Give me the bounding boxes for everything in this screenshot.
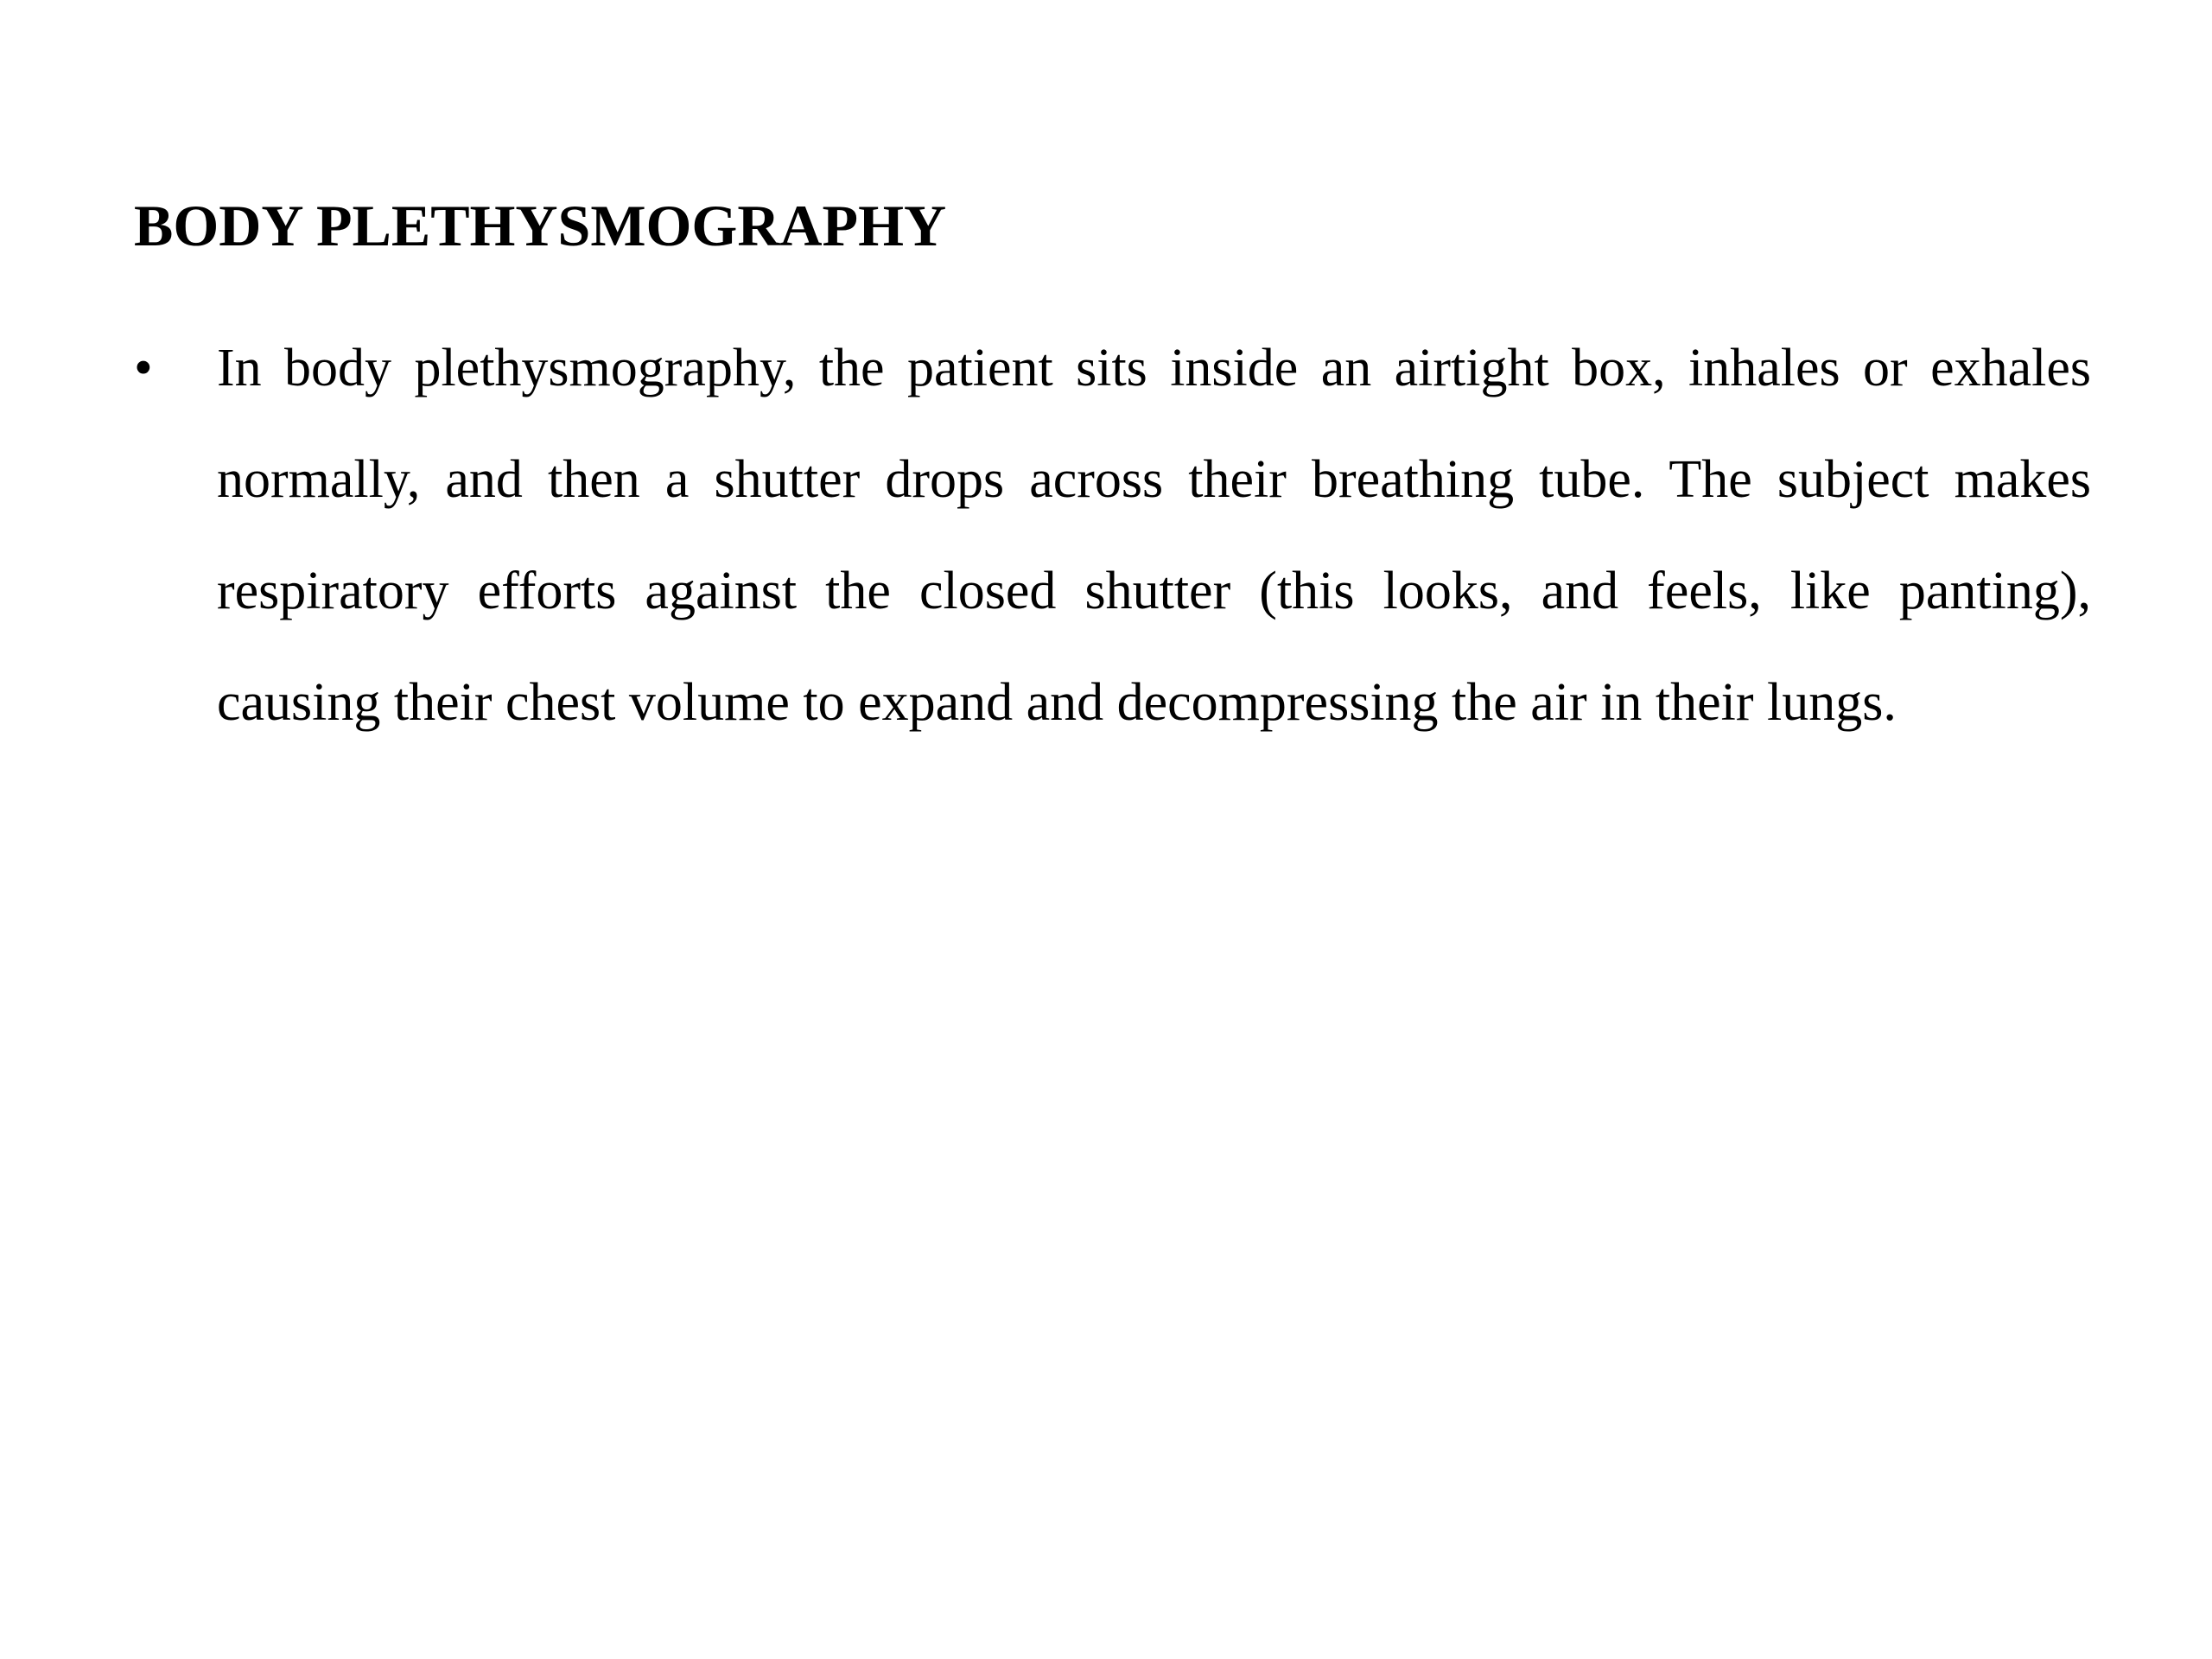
bullet-text: In body plethysmography, the patient sits inside an airtight box, inhales or exhales normally, and then a shutter drops across their breathing tube. The subject makes respiratory efforts against the closed shutter (this looks, and feels, like panting), causing their chest volume to expand and decompressing the air in their lungs. bbox=[217, 339, 2091, 732]
slide-title: BODY PLETHYSMOGRAPHY bbox=[134, 193, 947, 258]
list-item bbox=[134, 313, 2091, 759]
bullet-icon: • bbox=[134, 339, 153, 397]
bullet-list bbox=[134, 313, 2091, 759]
